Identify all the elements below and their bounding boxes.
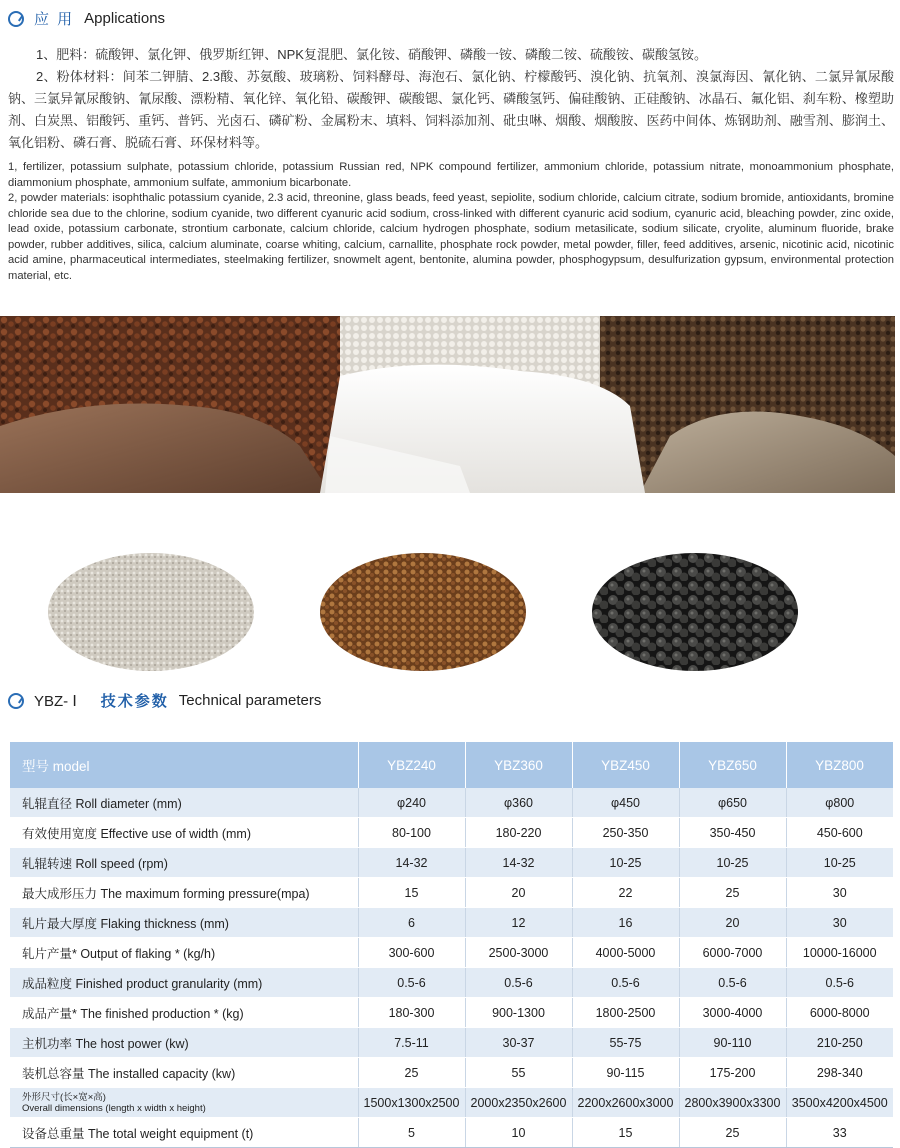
table-row <box>10 848 893 878</box>
cell: 55-75 <box>572 1028 679 1058</box>
cn-line-powder: 2、粉体材料：间苯二钾腈、2.3酸、苏氨酸、玻璃粉、饲料酵母、海泡石、氯化钠、柠檬酸钙、溴化钠、抗氧剂、溴氯海因、氰化钠、二氯异氰尿酸钠、三氯异氰尿酸钠、氰尿酸、漂粉精、氧化锌、氧化铅、碳酸钾、碳酸锶、氯化钙、磷酸氢钙、偏硅酸钠、正硅酸钠、冰晶石、氟化铝、刹车粉、橡塑助剂、白炭黑、铝酸钙、重钙、普钙、光卤石、磷矿粉、金属粉末、填料、饲料添加剂、砒虫啉、烟酸、烟酸胺、医药中间体、炼钢助剂、融雪剂、膨润土、氧化铝粉、磷石膏、脱硫石膏、环保材料等。 <box>8 69 894 150</box>
table-row <box>10 998 893 1028</box>
cell: φ450 <box>572 788 679 818</box>
en-line-powder: 2, powder materials: isophthalic potassium cyanide, 2.3 acid, threonine, glass beads, feed yeast, sepiolite, sodium chloride, calcium citrate, sodium bromide, antioxidants, bromine chloride sea due to the chlorine, sodium cyanide, two different cyanuric acid sodium, cross-linked with different cyanuric acid sodium, cyanuric acid, bleaching powder, zinc oxide, lead oxide, potassium carbonate, strontium carbonate, calcium chloride, calcium hydrogen phosphate, sodium metasilicate, sodium silicate, cryolite, aluminum fluoride, brake powder, rubber additives, silica, calcium aluminate, coarse whiting, calcium, carnallite, phosphate rock powder, metal powder, filler, feed additives, arsenic, nicotinic acid, nicotinic acid amine, pharmaceutical intermediates, steelmaking fertilizer, snowmelt agent, bentonite, alumina powder, phosphogypsum, desulfurization gypsum, environmental protection material, etc. <box>8 192 894 282</box>
gauge-icon <box>8 11 24 27</box>
cell: 22 <box>572 878 679 908</box>
cell: 33 <box>786 1118 893 1148</box>
cell: 14-32 <box>465 848 572 878</box>
applications-cn-text <box>8 44 894 154</box>
technical-title-cn: 技术参数 <box>100 693 169 710</box>
cell: 3500x4200x4500 <box>786 1088 893 1118</box>
sample-black-pellet-image <box>592 553 798 671</box>
cell: φ800 <box>786 788 893 818</box>
cell: 5 <box>358 1118 465 1148</box>
table-row <box>10 788 893 818</box>
sample-white-powder-image <box>48 553 254 671</box>
table-row <box>10 818 893 848</box>
cell: φ360 <box>465 788 572 818</box>
cell: 0.5-6 <box>786 968 893 998</box>
technical-parameters-table <box>10 742 894 1148</box>
row-label: 成品产量* The finished production * (kg) <box>10 998 358 1028</box>
cell: 6 <box>358 908 465 938</box>
row-label: 装机总容量 The installed capacity (kw) <box>10 1058 358 1088</box>
cell: 2000x2350x2600 <box>465 1088 572 1118</box>
cell: φ650 <box>679 788 786 818</box>
row-label: 轧辊直径 Roll diameter (mm) <box>10 788 358 818</box>
cell: 10000-16000 <box>786 938 893 968</box>
cell: 4000-5000 <box>572 938 679 968</box>
cell: 14-32 <box>358 848 465 878</box>
table-row <box>10 1118 893 1148</box>
header-model: YBZ650 <box>679 742 786 788</box>
cell: 12 <box>465 908 572 938</box>
table-row <box>10 1088 893 1118</box>
cell: 16 <box>572 908 679 938</box>
applications-heading <box>8 8 165 29</box>
cell: φ240 <box>358 788 465 818</box>
table-row <box>10 1058 893 1088</box>
sample-brown-granule-image <box>320 553 526 671</box>
cn-line-fertilizer: 1、肥料：硫酸钾、氯化钾、俄罗斯红钾、NPK复混肥、氯化铵、硝酸钾、磷酸一铵、磷酸二铵、硫酸铵、碳酸氢铵。 <box>36 47 707 62</box>
cell: 20 <box>465 878 572 908</box>
row-label: 轧片产量* Output of flaking * (kg/h) <box>10 938 358 968</box>
header-model: YBZ800 <box>786 742 893 788</box>
header-model: YBZ360 <box>465 742 572 788</box>
applications-title-en: Applications <box>84 10 166 27</box>
cell: 25 <box>679 1118 786 1148</box>
cell: 30 <box>786 908 893 938</box>
header-model: YBZ240 <box>358 742 465 788</box>
table-row <box>10 908 893 938</box>
cell: 20 <box>679 908 786 938</box>
cell: 25 <box>679 878 786 908</box>
cell: 15 <box>358 878 465 908</box>
cell: 0.5-6 <box>679 968 786 998</box>
cell: 450-600 <box>786 818 893 848</box>
cell: 90-115 <box>572 1058 679 1088</box>
cell: 3000-4000 <box>679 998 786 1028</box>
cell: 350-450 <box>679 818 786 848</box>
cell: 25 <box>358 1058 465 1088</box>
cell: 1500x1300x2500 <box>358 1088 465 1118</box>
cell: 90-110 <box>679 1028 786 1058</box>
table-row <box>10 1028 893 1058</box>
cell: 180-300 <box>358 998 465 1028</box>
row-label <box>10 1088 358 1118</box>
cell: 250-350 <box>572 818 679 848</box>
cell: 10-25 <box>572 848 679 878</box>
cell: 0.5-6 <box>572 968 679 998</box>
row-label-en: Overall dimensions (length x width x height) <box>22 1102 206 1114</box>
cell: 6000-8000 <box>786 998 893 1028</box>
cell: 210-250 <box>786 1028 893 1058</box>
cell: 2800x3900x3300 <box>679 1088 786 1118</box>
row-label: 设备总重量 The total weight equipment (t) <box>10 1118 358 1148</box>
technical-title-en: Technical parameters <box>178 692 322 709</box>
table-row <box>10 878 893 908</box>
row-label: 主机功率 The host power (kw) <box>10 1028 358 1058</box>
table-row <box>10 968 893 998</box>
row-label: 成品粒度 Finished product granularity (mm) <box>10 968 358 998</box>
cell: 1800-2500 <box>572 998 679 1028</box>
row-label: 轧辊转速 Roll speed (rpm) <box>10 848 358 878</box>
cell: 10 <box>465 1118 572 1148</box>
cell: 180-220 <box>465 818 572 848</box>
row-label: 最大成形压力 The maximum forming pressure(mpa) <box>10 878 358 908</box>
cell: 30 <box>786 878 893 908</box>
cell: 10-25 <box>786 848 893 878</box>
cell: 298-340 <box>786 1058 893 1088</box>
cell: 30-37 <box>465 1028 572 1058</box>
technical-heading <box>8 690 321 711</box>
applications-en-text <box>8 160 894 284</box>
header-model-label: 型号 model <box>10 742 358 788</box>
row-label: 轧片最大厚度 Flaking thickness (mm) <box>10 908 358 938</box>
table-header-row <box>10 742 893 788</box>
en-line-fertilizer: 1, fertilizer, potassium sulphate, potassium chloride, potassium Russian red, NPK compound fertilizer, ammonium chloride, potassium nitrate, monoammonium phosphate, diammonium phosphate, ammonium sulfate, ammonium bicarbonate. <box>8 161 894 189</box>
cell: 0.5-6 <box>465 968 572 998</box>
cell: 6000-7000 <box>679 938 786 968</box>
table-row <box>10 938 893 968</box>
cell: 2200x2600x3000 <box>572 1088 679 1118</box>
cell: 7.5-11 <box>358 1028 465 1058</box>
technical-model-label: YBZ- Ⅰ <box>34 692 77 710</box>
applications-title-cn: 应 用 <box>34 11 75 28</box>
gauge-icon <box>8 693 24 709</box>
cell: 900-1300 <box>465 998 572 1028</box>
cell: 80-100 <box>358 818 465 848</box>
cell: 0.5-6 <box>358 968 465 998</box>
header-model: YBZ450 <box>572 742 679 788</box>
cell: 10-25 <box>679 848 786 878</box>
cell: 300-600 <box>358 938 465 968</box>
row-label-cn: 外形尺寸(长×宽×高) <box>22 1091 106 1103</box>
cell: 2500-3000 <box>465 938 572 968</box>
cell: 15 <box>572 1118 679 1148</box>
cell: 55 <box>465 1058 572 1088</box>
row-label: 有效使用宽度 Effective use of width (mm) <box>10 818 358 848</box>
cell: 175-200 <box>679 1058 786 1088</box>
materials-photo-banner <box>0 316 895 493</box>
